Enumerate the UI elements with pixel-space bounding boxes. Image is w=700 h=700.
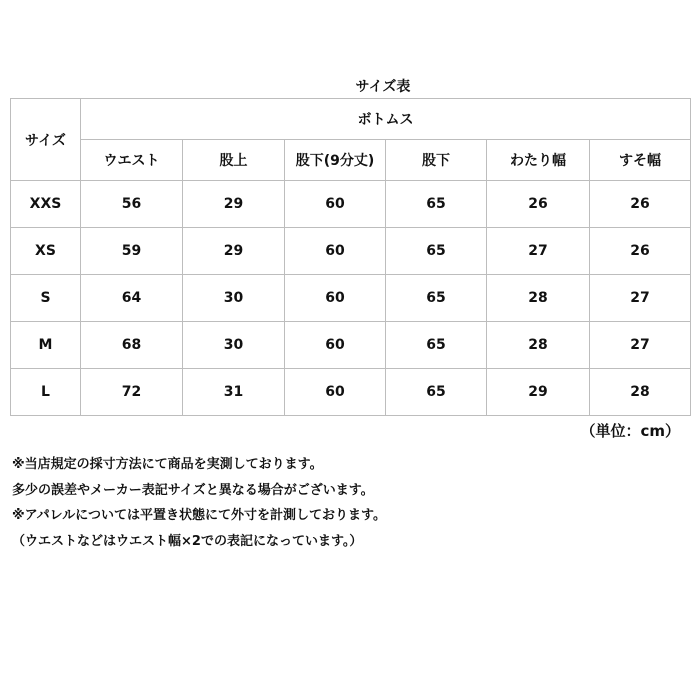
table-cell: 26 xyxy=(590,181,691,228)
table-row xyxy=(11,181,691,228)
notes xyxy=(12,452,386,554)
table-cell: 28 xyxy=(487,322,590,369)
size-label: L xyxy=(11,369,81,416)
table-cell: 29 xyxy=(183,228,285,275)
column-header-waist: ウエスト xyxy=(81,140,183,181)
table-cell: 28 xyxy=(487,275,590,322)
note-line: ※アパレルについては平置き状態にて外寸を計測しております。 xyxy=(12,508,386,523)
size-table xyxy=(10,98,691,416)
size-label: M xyxy=(11,322,81,369)
unit-label: （単位：cm） xyxy=(580,422,680,440)
table-cell: 65 xyxy=(386,228,487,275)
table-cell: 30 xyxy=(183,275,285,322)
table-cell: 60 xyxy=(285,181,386,228)
table-cell: 30 xyxy=(183,322,285,369)
table-cell: 68 xyxy=(81,322,183,369)
table-row xyxy=(11,228,691,275)
column-header-inseam: 股下 xyxy=(386,140,487,181)
size-label: XXS xyxy=(11,181,81,228)
table-row xyxy=(11,369,691,416)
table-cell: 27 xyxy=(590,322,691,369)
note-line: ※当店規定の採寸方法にて商品を実測しております。 xyxy=(12,457,323,472)
table-cell: 60 xyxy=(285,369,386,416)
table-header-row xyxy=(11,99,691,140)
note-line: 多少の誤差やメーカー表記サイズと異なる場合がございます。 xyxy=(12,482,374,498)
table-cell: 60 xyxy=(285,228,386,275)
table-cell: 65 xyxy=(386,322,487,369)
column-header-inseam-9: 股下(9分丈) xyxy=(285,140,386,181)
size-label: XS xyxy=(11,228,81,275)
table-cell: 65 xyxy=(386,369,487,416)
table-cell: 29 xyxy=(183,181,285,228)
table-cell: 60 xyxy=(285,322,386,369)
page-title: サイズ表 xyxy=(355,79,411,95)
column-header-thigh: わたり幅 xyxy=(487,140,590,181)
column-header-row xyxy=(11,140,691,181)
table-row xyxy=(11,322,691,369)
table-cell: 60 xyxy=(285,275,386,322)
size-label: S xyxy=(11,275,81,322)
table-cell: 56 xyxy=(81,181,183,228)
table-cell: 28 xyxy=(590,369,691,416)
table-cell: 26 xyxy=(590,228,691,275)
size-column-header: サイズ xyxy=(11,99,81,181)
table-cell: 64 xyxy=(81,275,183,322)
table-cell: 31 xyxy=(183,369,285,416)
note-line: （ウエストなどはウエスト幅×2での表記になっています。） xyxy=(12,533,363,549)
table-cell: 26 xyxy=(487,181,590,228)
column-header-rise: 股上 xyxy=(183,140,285,181)
table-row xyxy=(11,275,691,322)
table-cell: 59 xyxy=(81,228,183,275)
table-cell: 27 xyxy=(487,228,590,275)
column-header-hem: すそ幅 xyxy=(590,140,691,181)
bottoms-group-header: ボトムス xyxy=(81,99,691,140)
table-cell: 29 xyxy=(487,369,590,416)
table-cell: 27 xyxy=(590,275,691,322)
table-cell: 65 xyxy=(386,181,487,228)
table-cell: 65 xyxy=(386,275,487,322)
table-cell: 72 xyxy=(81,369,183,416)
